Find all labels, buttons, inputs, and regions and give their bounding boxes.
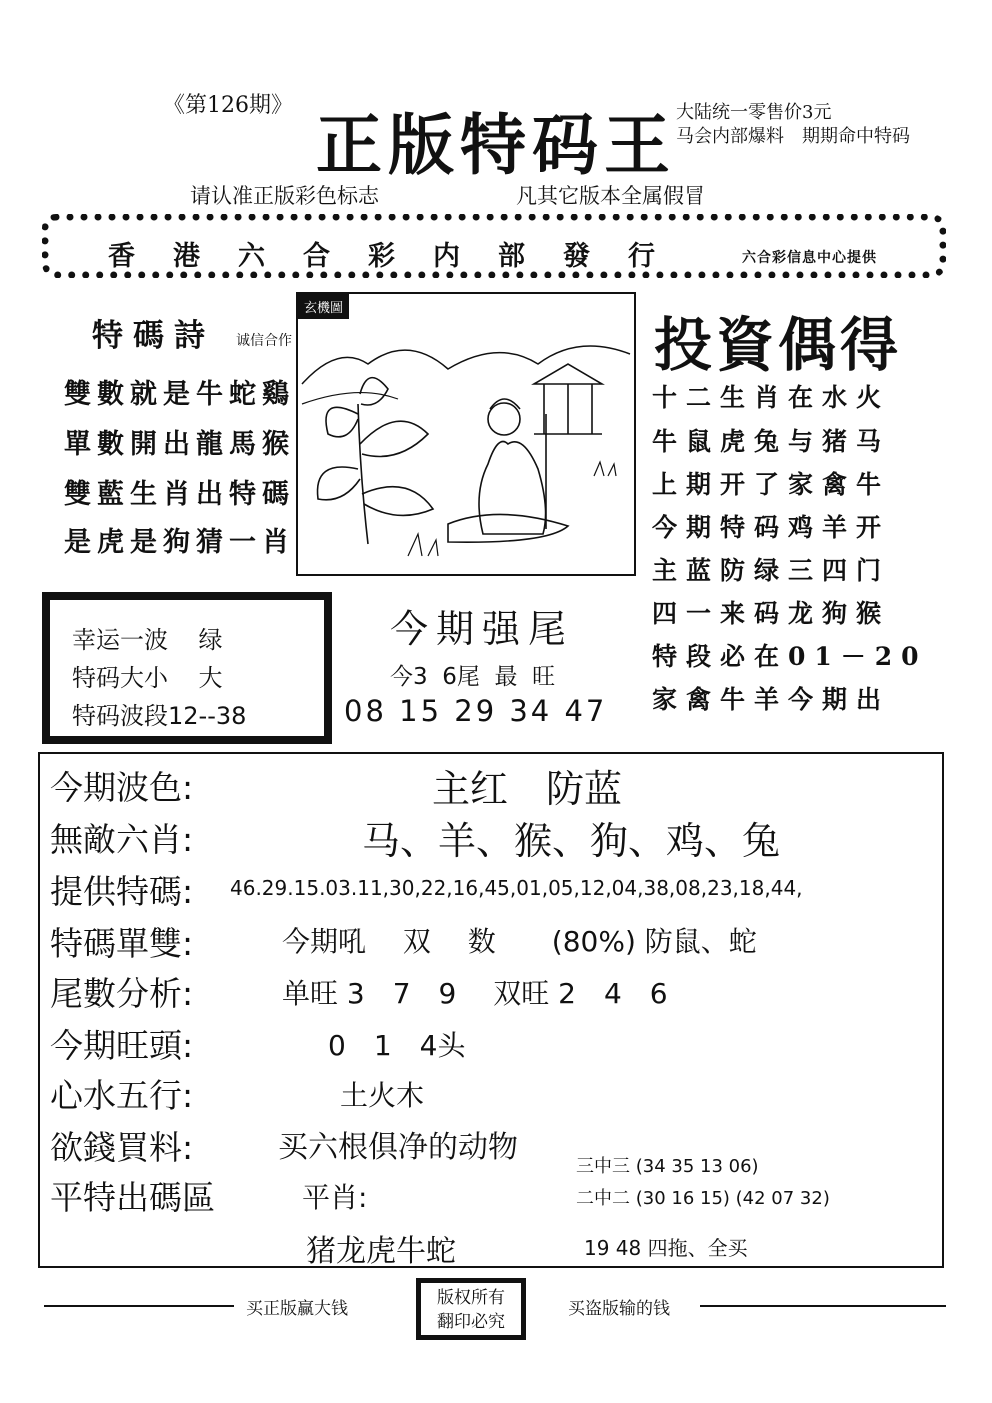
banner-note: 六合彩信息中心提供 <box>742 250 877 266</box>
counterfeit-notice: 凡其它版本全属假冒 <box>516 184 705 208</box>
codes-value: 46.29.15.03.11,30,22,16,45,01,05,12,04,38,08,23,18,44, <box>230 876 803 900</box>
investment-line: 四一来码龙狗猴 <box>652 599 891 628</box>
picture-label: 玄機圖 <box>298 294 349 319</box>
combo-three: 三中三 (34 35 13 06) <box>576 1156 759 1177</box>
head-label: 今期旺頭: <box>50 1026 194 1065</box>
element-label: 心水五行: <box>50 1076 194 1115</box>
buy-value: 买六根俱净的动物 <box>278 1130 518 1165</box>
luck-size <box>72 658 223 693</box>
copyright-line-2: 翻印必究 <box>437 1312 505 1332</box>
authentic-notice: 请认准正版彩色标志 <box>190 184 379 208</box>
wave-color-label: 今期波色: <box>50 768 194 807</box>
investment-line: 主蓝防绿三四门 <box>652 556 891 585</box>
parity-value: 今期吼 双 数 (80%) 防鼠、蛇 <box>282 925 757 958</box>
copyright-line-1: 版权所有 <box>437 1288 505 1308</box>
six-zodiac-label: 無敵六肖: <box>50 820 194 859</box>
page-title: 正版特码王 <box>316 107 676 184</box>
investment-line: 家禽牛羊今期出 <box>652 685 891 714</box>
investment-line: 牛鼠虎兔与猪马 <box>652 427 891 456</box>
head-value: 0 1 4头 <box>328 1029 466 1062</box>
investment-line: 今期特码鸡羊开 <box>652 513 891 542</box>
footer-divider-right <box>700 1305 946 1307</box>
tail-value: 单旺 3 7 9 双旺 2 4 6 <box>282 977 668 1010</box>
luck-range-value: 12--38 <box>168 702 247 730</box>
luck-size-value: 大 <box>198 664 223 692</box>
copyright-box <box>416 1278 526 1340</box>
footer-left-text: 买正版赢大钱 <box>246 1299 348 1319</box>
illustration-icon <box>298 294 634 574</box>
luck-wave <box>72 620 223 655</box>
element-value: 土火木 <box>340 1079 425 1112</box>
poem-title: 特碼詩 <box>92 318 215 354</box>
flat-value: 猪龙虎牛蛇 <box>306 1234 456 1269</box>
luck-range-label: 特码波段 <box>72 702 168 730</box>
six-zodiac-value: 马、羊、猴、狗、鸡、兔 <box>362 819 781 863</box>
parity-label: 特碼單雙: <box>50 924 194 963</box>
buy-label: 欲錢買料: <box>50 1128 194 1167</box>
footer-divider-left <box>44 1305 234 1307</box>
banner-text: 香港六合彩内部發行 <box>108 241 693 272</box>
luck-range <box>72 696 246 731</box>
price-note: 大陆统一零售价3元 <box>676 102 832 123</box>
riddle-picture <box>296 292 636 576</box>
flat-label: 平特出碼區 <box>50 1178 215 1217</box>
tail-label: 尾數分析: <box>50 974 194 1013</box>
footer-right-text: 买盗版输的钱 <box>568 1299 670 1319</box>
investment-line: 特段必在01－20 <box>652 642 928 671</box>
investment-line: 上期开了家禽牛 <box>652 470 891 499</box>
codes-label: 提供特碼: <box>50 872 194 911</box>
poem-line: 雙藍生肖出特碼 <box>64 479 295 510</box>
investment-title: 投資偶得 <box>654 311 903 379</box>
combo-two: 二中二 (30 16 15) (42 07 32) <box>576 1188 830 1209</box>
luck-wave-label: 幸运一波 <box>72 626 168 654</box>
luck-size-label: 特码大小 <box>72 664 168 692</box>
poem-line: 雙數就是牛蛇鷄 <box>64 379 295 410</box>
investment-line: 十二生肖在水火 <box>652 383 891 412</box>
luck-wave-value: 绿 <box>198 626 223 654</box>
issue-number: 《第126期》 <box>163 93 293 118</box>
strong-tail-sub: 今3 6尾 最 旺 <box>390 664 556 690</box>
strong-tail-numbers: 08 15 29 34 47 <box>344 694 608 728</box>
picture-fragment: 诚信合作 <box>236 333 292 349</box>
flat-sub-label: 平肖: <box>302 1181 368 1214</box>
strong-tail-title: 今期强尾 <box>390 607 575 651</box>
wave-color-value: 主红 防蓝 <box>432 767 623 811</box>
poem-line: 單數開出龍馬猴 <box>64 429 295 460</box>
combo-drag: 19 48 四拖、全买 <box>584 1236 748 1260</box>
slogan-note: 马会内部爆料 期期命中特码 <box>676 126 910 147</box>
poem-line: 是虎是狗猜一肖 <box>64 527 295 558</box>
